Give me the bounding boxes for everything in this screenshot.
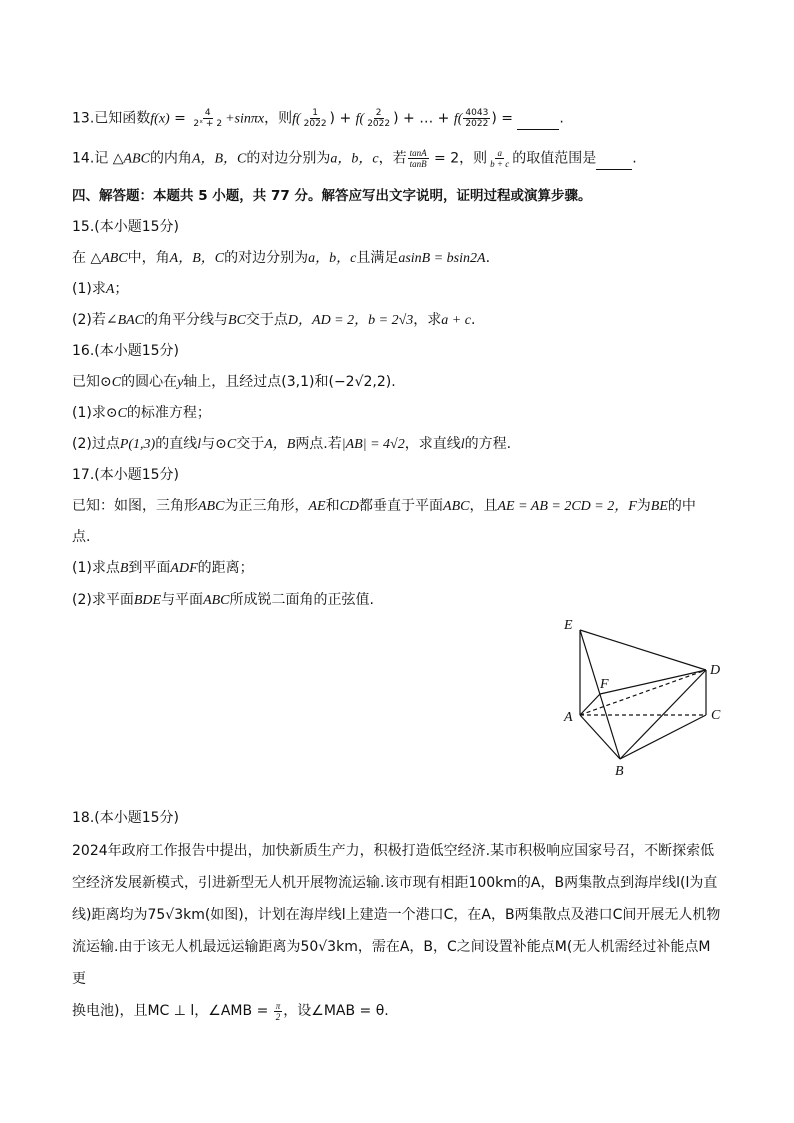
edge-ED	[580, 630, 706, 670]
q16-part-2: (2)过点P(1,3)的直线l与⊙C交于A，B两点.若|AB| = 4√2，求直线l的方程.	[72, 436, 512, 452]
q14-answer-blank[interactable]	[596, 155, 632, 170]
q13-mid: ，则	[264, 110, 293, 127]
q15-stem: 在 △ABC中，角A，B，C的对边分别为a，b，c且满足asinB = bsin2A.	[72, 250, 491, 266]
label-C: C	[711, 708, 721, 723]
edge-BC	[620, 715, 706, 759]
q14-frac-tan: $\frac{\tan A}{\tan B}$	[409, 148, 427, 169]
q13-prefix: 13.已知函数	[72, 110, 151, 127]
q18-body	[72, 835, 722, 1027]
q16-header: 16.(本小题15分)	[72, 343, 180, 359]
q13-frac-b: $\frac{2}{2022}$	[367, 108, 391, 129]
q13-frac-c: $\frac{4043}{2022}$	[465, 108, 489, 129]
q17-stem: 已知：如图，三角形ABC为正三角形，AE和CD都垂直于平面ABC，且AE = AB = 2CD = 2，F为BE的中	[72, 498, 696, 514]
label-B: B	[615, 764, 624, 779]
q18-line-4: 流运输.由于该无人机最远运输距离为50√3km，需在A，B，C之间设置补能点M(无人机需经过补能点M更	[72, 939, 711, 987]
q13-frac-1: $\frac{4}{\text{2ˣ + 2}}$	[193, 108, 223, 129]
q15-header: 15.(本小题15分)	[72, 219, 180, 235]
q17-stem-cont: 点.	[72, 529, 91, 545]
label-A: A	[564, 710, 573, 725]
question-14: 14.记 △ABC的内角A，B，C的对边分别为a，b，c，若 $\frac{\tan A}{\tan B}$ = 2，则 $\frac{a}{b + c}$ 的取值范围是 .	[72, 148, 637, 169]
question-13: 13.已知函数f(x) = $\frac{4}{\text{2ˣ + 2}}$ +sinπx，则f( $\frac{1}{2022}$ ) + f( $\frac{2}{2022}$ ) + … + f( $\frac{4043}{2022}$ ) = .	[72, 108, 564, 129]
q17-header: 17.(本小题15分)	[72, 467, 180, 483]
q18-header: 18.(本小题15分)	[72, 810, 180, 826]
q17-figure	[555, 612, 735, 782]
edge-FD	[600, 670, 706, 694]
q14-frac-ratio: $\frac{a}{b + c}$	[490, 148, 510, 169]
q17-part-2: (2)求平面BDE与平面ABC所成锐二面角的正弦值.	[72, 592, 374, 608]
section-heading: 四、解答题：本题共 5 小题，共 77 分。解答应写出文字说明，证明过程或演算步骤。	[72, 188, 592, 204]
q18-line-2: 空经济发展新模式，引进新型无人机开展物流运输.该市现有相距100km的A，B两集散点到海岸线l(l为直	[72, 875, 718, 891]
q18-line-5: 换电池)，且MC ⊥ l，∠AMB = $\frac{\pi}{2}$ ，设∠MAB = θ.	[72, 1000, 389, 1022]
q13-eq: =	[169, 110, 191, 127]
label-D: D	[710, 663, 721, 678]
q16-part-1: (1)求⊙C的标准方程；	[72, 405, 211, 421]
q13-answer-blank[interactable]	[517, 115, 559, 130]
q13-term2: +sinπx	[225, 111, 265, 127]
q13-fx: f(x)	[150, 111, 170, 127]
q18-angle-frac: $\frac{\pi}{2}$	[275, 1000, 281, 1022]
label-E: E	[564, 618, 573, 633]
q15-part-1: (1)求A；	[72, 281, 129, 297]
q18-line-1: 2024年政府工作报告中提出，加快新质生产力，积极打造低空经济.某市积极响应国家号召，不断探索低	[72, 843, 715, 859]
q15-part-2: (2)若∠BAC的角平分线与BC交于点D，AD = 2，b = 2√3，求a + c.	[72, 312, 476, 328]
q17-part-1: (1)求点B到平面ADF的距离；	[72, 560, 254, 576]
edge-AB	[580, 715, 620, 759]
q13-frac-a: $\frac{1}{2022}$	[303, 108, 327, 129]
q16-stem: 已知⊙C的圆心在y轴上，且经过点(3,1)和(−2√2,2).	[72, 374, 396, 390]
q18-line-3: 线)距离均为75√3km(如图)，计划在海岸线l上建造一个港口C，在A，B两集散点及港口C间开展无人机物	[72, 907, 721, 923]
label-F: F	[600, 677, 609, 692]
